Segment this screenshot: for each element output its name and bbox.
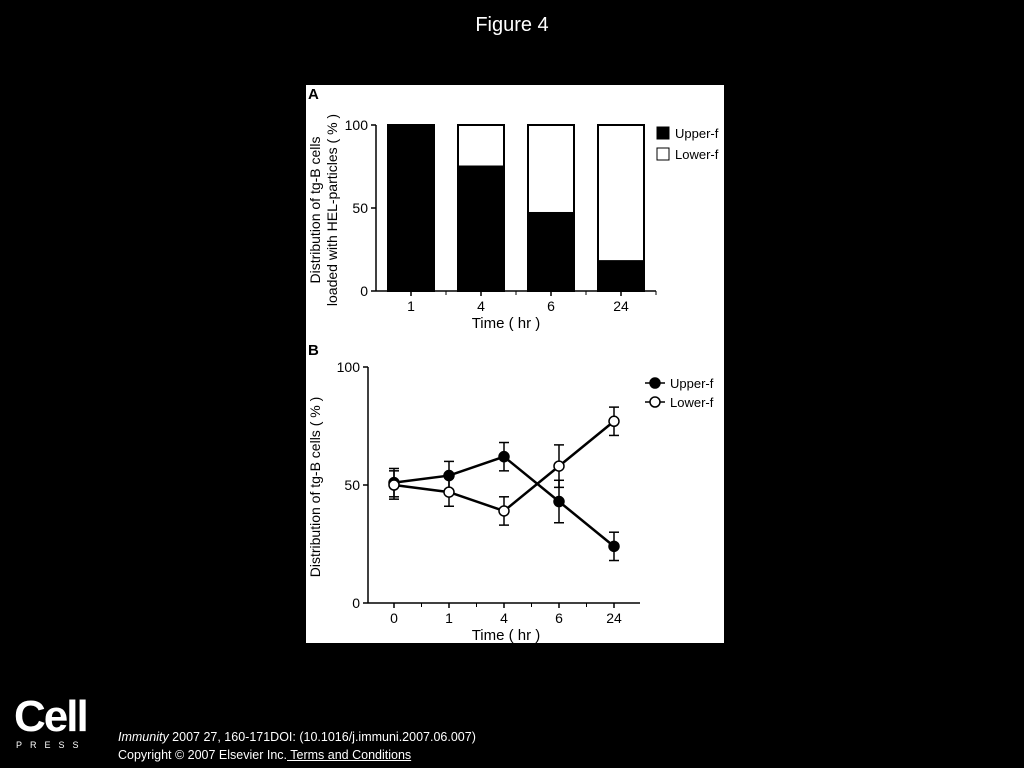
panel-b-x-tick-label: 1 (445, 610, 453, 626)
figure-4-chart (306, 85, 724, 643)
point-lower-f-1hr (444, 487, 454, 497)
bar-lower-f-4hr (458, 125, 504, 167)
bar-lower-f-6hr (528, 125, 574, 213)
panel-b-y-tick-label: 100 (336, 359, 360, 375)
panel-a-legend-swatch-upper-f (657, 127, 669, 139)
logo-word: Cell (14, 692, 87, 741)
panel-a-y-label-line-2: loaded with HEL-particles ( % ) (324, 113, 340, 307)
panel-a-x-tick-label: 4 (477, 298, 485, 314)
point-upper-f-4hr (499, 452, 509, 462)
terms-and-conditions-link[interactable]: Terms and Conditions (287, 748, 412, 762)
panel-b-legend-label-upper-f: Upper-f (670, 376, 714, 391)
bar-upper-f-4hr (458, 167, 504, 292)
panel-a-y-tick-label: 0 (360, 283, 368, 299)
panel-b-y-label: Distribution of tg-B cells ( % ) (307, 396, 323, 578)
panel-b-y-tick-label: 50 (344, 477, 360, 493)
panel-b-x-tick-label: 6 (555, 610, 563, 626)
panel-b-legend-marker-lower-f (650, 397, 660, 407)
point-lower-f-4hr (499, 506, 509, 516)
panel-a-legend-label-lower-f: Lower-f (675, 147, 719, 162)
copyright-text: Copyright © 2007 Elsevier Inc. (118, 748, 288, 762)
panel-a-x-tick-label: 6 (547, 298, 555, 314)
panel-a-legend-label-upper-f: Upper-f (675, 126, 719, 141)
panel-b-x-tick-label: 0 (390, 610, 398, 626)
panel-a-y-tick-label: 50 (352, 200, 368, 216)
point-upper-f-6hr (554, 497, 564, 507)
bar-upper-f-24hr (598, 261, 644, 291)
panel-b-x-tick-label: 4 (500, 610, 508, 626)
citation-details: 2007 27, 160-171DOI: (10.1016/j.immuni.2007.06.007) (168, 730, 476, 744)
panel-b-legend-label-lower-f: Lower-f (670, 395, 714, 410)
panel-b-y-tick-label: 0 (352, 595, 360, 611)
panel-b-legend-marker-upper-f (650, 378, 660, 388)
bar-upper-f-1hr (388, 125, 434, 291)
point-lower-f-0hr (389, 480, 399, 490)
panel-a-letter: A (308, 86, 319, 103)
slide-title: Figure 4 (475, 14, 549, 36)
panel-a-legend-swatch-lower-f (657, 148, 669, 160)
bar-upper-f-6hr (528, 213, 574, 291)
panel-b-x-label: Time ( hr ) (471, 627, 541, 643)
panel-b-x-tick-label: 24 (606, 610, 622, 626)
panel-a-x-label: Time ( hr ) (471, 315, 541, 332)
panel-a-x-tick-label: 1 (407, 298, 415, 314)
panel-b-letter: B (308, 342, 319, 359)
point-upper-f-1hr (444, 471, 454, 481)
panel-a-y-label-line-1: Distribution of tg-B cells (307, 136, 323, 284)
bar-lower-f-24hr (598, 125, 644, 261)
panel-a-y-tick-label: 100 (344, 117, 368, 133)
copyright-line (118, 748, 411, 762)
figure-panel (306, 85, 724, 643)
logo-press: PRESS (16, 740, 87, 750)
journal-name: Immunity (118, 730, 169, 744)
point-upper-f-24hr (609, 541, 619, 551)
panel-a-x-tick-label: 24 (613, 298, 629, 314)
point-lower-f-6hr (554, 461, 564, 471)
point-lower-f-24hr (609, 416, 619, 426)
citation (118, 730, 476, 744)
cell-press-logo (14, 692, 87, 752)
